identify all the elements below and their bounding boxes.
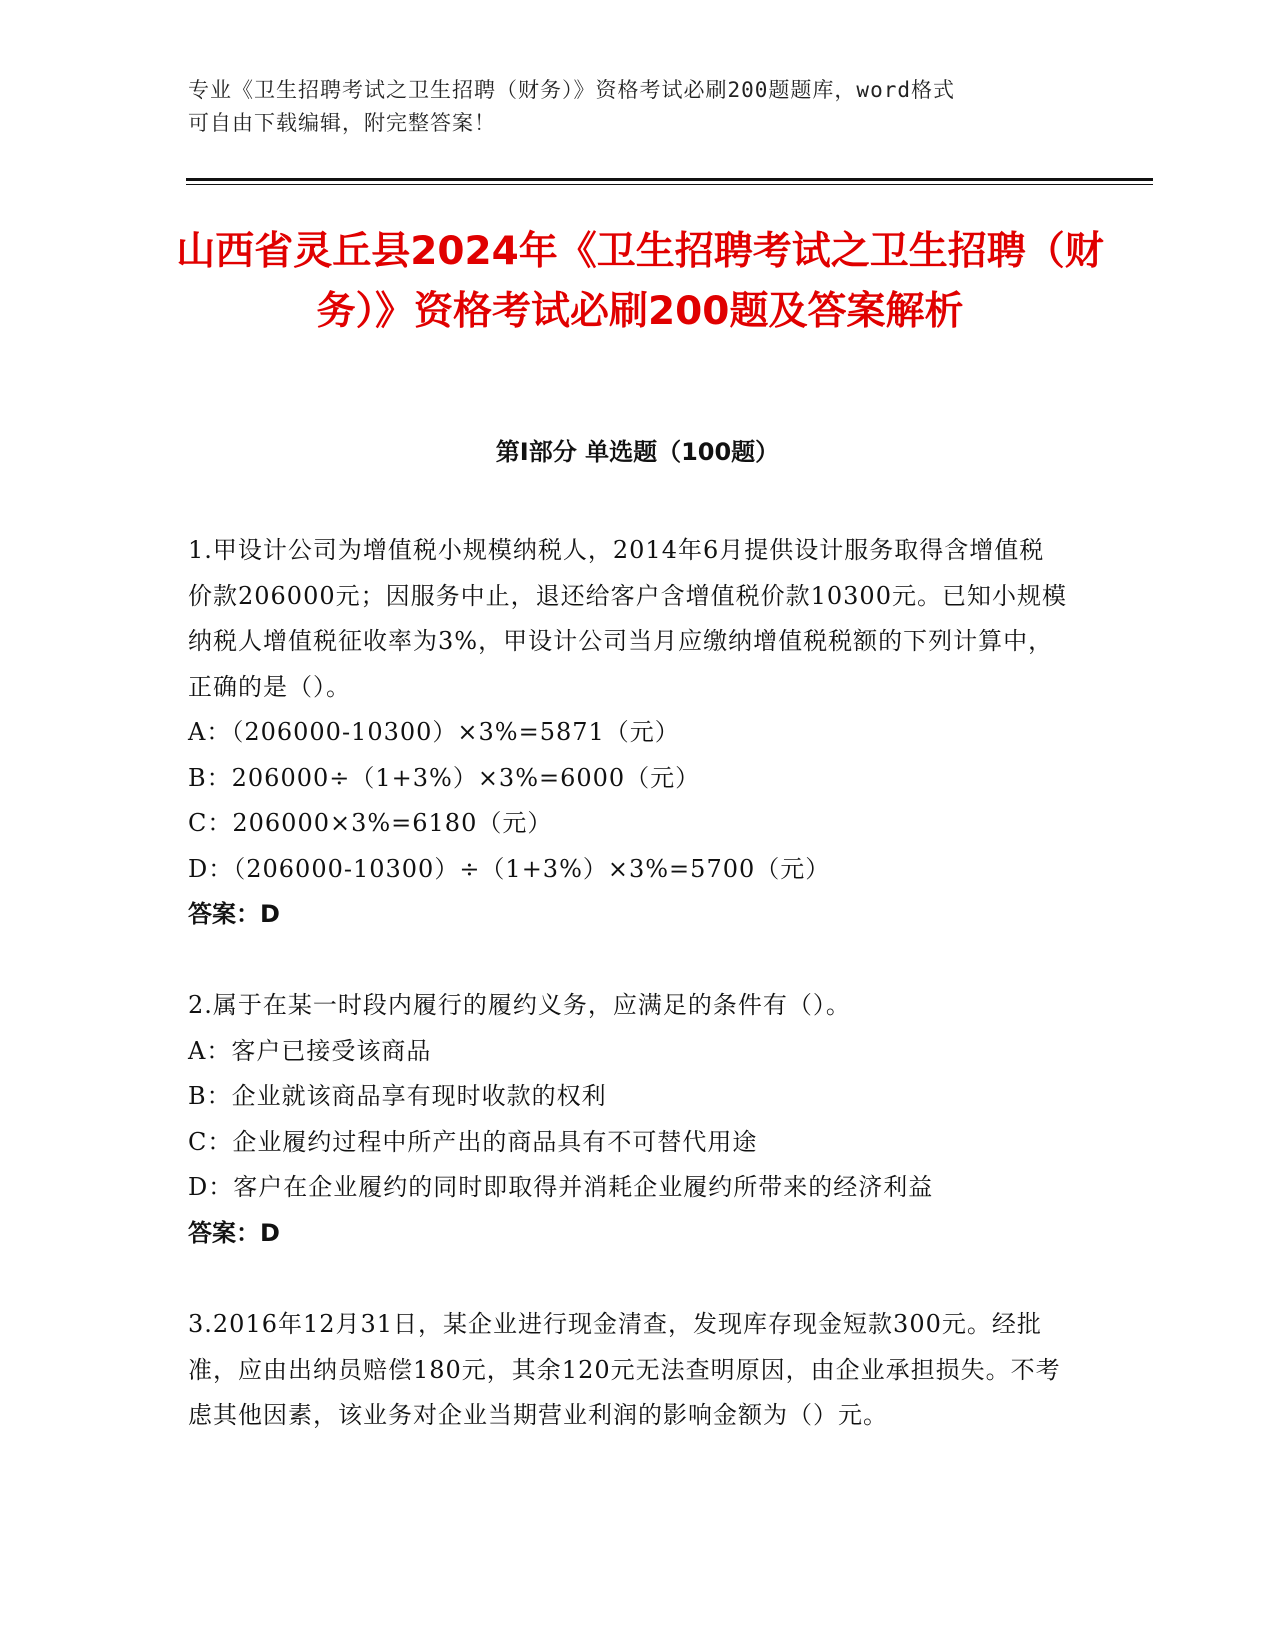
option-d: D：客户在企业履约的同时即取得并消耗企业履约所带来的经济利益 <box>188 1173 934 1201</box>
option-b: B：企业就该商品享有现时收款的权利 <box>188 1082 607 1110</box>
question-stem: 1.甲设计公司为增值税小规模纳税人，2014年6月提供设计服务取得含增值税价款206000元；因服务中止，退还给客户含增值税价款10300元。已知小规模纳税人增值税征收率为3%，甲设计公司当月应缴纳增值税税额的下列计算中，正确的是（）。 <box>188 536 1067 701</box>
question-block <box>188 528 1068 938</box>
option-b: B：206000÷（1+3%）×3%=6000（元） <box>188 763 701 792</box>
header-note <box>188 74 1068 140</box>
section-heading: 第Ⅰ部分 单选题（100题） <box>495 438 780 466</box>
question-block <box>188 1302 1068 1439</box>
question-stem: 2.属于在某一时段内履行的履约义务，应满足的条件有（）。 <box>188 991 851 1019</box>
option-c: C：企业履约过程中所产出的商品具有不可替代用途 <box>188 1127 758 1156</box>
answer: 答案：D <box>188 1218 280 1247</box>
question-block <box>188 983 1068 1256</box>
option-d: D：（206000-10300）÷（1+3%）×3%=5700（元） <box>188 854 831 883</box>
option-a: A：客户已接受该商品 <box>188 1036 432 1065</box>
option-a: A：（206000-10300）×3%=5871（元） <box>188 718 680 746</box>
header-divider <box>186 184 1153 185</box>
document-title: 山西省灵丘县2024年《卫生招聘考试之卫生招聘（财务）》资格考试必刷200题及答案解析 <box>176 229 1104 334</box>
question-stem: 3.2016年12月31日，某企业进行现金清查，发现库存现金短款300元。经批准，应由出纳员赔偿180元，其余120元无法查明原因，由企业承担损失。不考虑其他因素，该业务对企业当期营业利润的影响金额为（）元。 <box>188 1310 1061 1429</box>
header-note-line: 专业《卫生招聘考试之卫生招聘（财务）》资格考试必刷200题题库，word格式 <box>188 78 955 102</box>
option-c: C：206000×3%=6180（元） <box>188 809 553 837</box>
answer: 答案：D <box>188 900 280 928</box>
header-divider <box>186 178 1153 181</box>
header-note-line: 可自由下载编辑，附完整答案！ <box>188 111 496 135</box>
